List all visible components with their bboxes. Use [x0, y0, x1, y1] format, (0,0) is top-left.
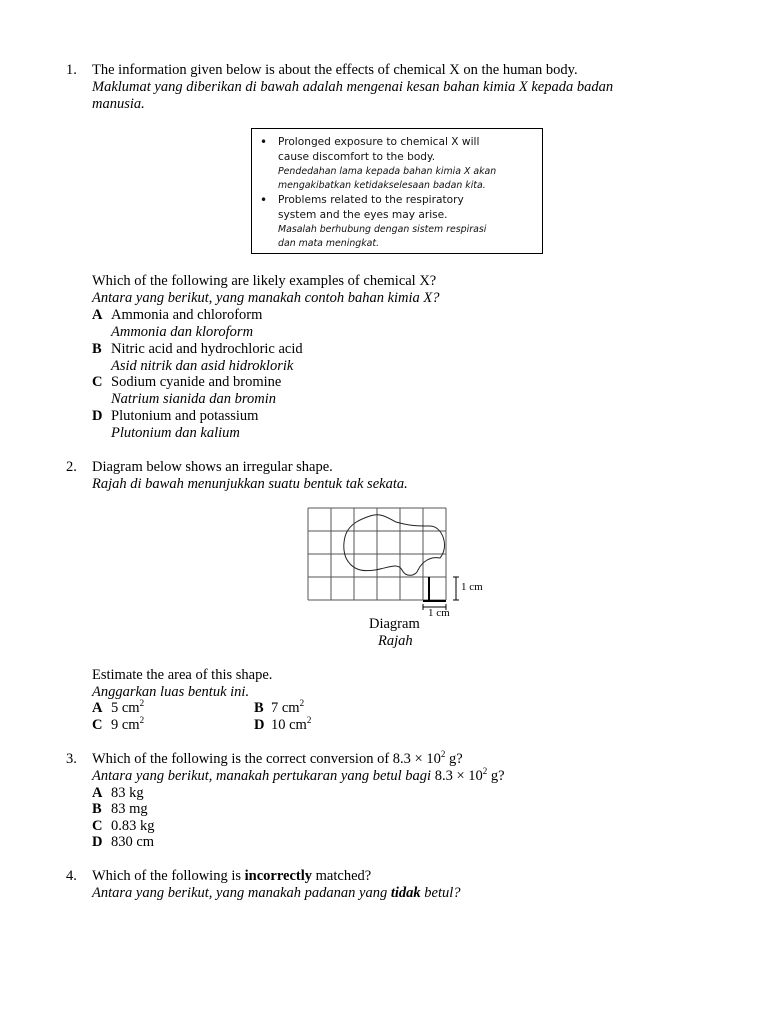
- bullet-icon: •: [260, 135, 268, 149]
- q3-option-a[interactable]: A 83 kg: [92, 785, 144, 801]
- diagram-caption-en: Diagram: [369, 616, 420, 632]
- q1-option-d[interactable]: D Plutonium and potassium: [92, 408, 259, 424]
- q4-stem-ms: Antara yang berikut, yang manakah padanan yang tidak betul?: [92, 885, 461, 901]
- q1-option-b[interactable]: B Nitric acid and hydrochloric acid: [92, 341, 303, 357]
- q2-stem-ms: Rajah di bawah menunjukkan suatu bentuk tak sekata.: [92, 476, 408, 492]
- q1-option-c[interactable]: C Sodium cyanide and bromine: [92, 374, 282, 390]
- q3-number: 3.: [66, 751, 77, 767]
- q1-stem-ms-2: manusia.: [92, 96, 145, 112]
- q1-stem-en: The information given below is about the effects of chemical X on the human body.: [92, 62, 578, 78]
- q3-option-d[interactable]: D 830 cm: [92, 834, 155, 850]
- box-b1-ms-1: Pendedahan lama kepada bahan kimia X akan: [278, 166, 497, 177]
- q3-option-b[interactable]: B 83 mg: [92, 801, 148, 817]
- q2-question-en: Estimate the area of this shape.: [92, 667, 273, 683]
- q1-question-en: Which of the following are likely examples of chemical X?: [92, 273, 437, 289]
- q2-option-a[interactable]: A 5 $cm^2$: [92, 698, 145, 716]
- scale-label-h: 1 cm: [428, 607, 450, 619]
- scale-label-v: 1 cm: [461, 581, 483, 593]
- irregular-shape: [344, 515, 445, 576]
- box-b2-en-1: Problems related to the respiratory: [278, 194, 464, 206]
- q2-question-ms: Anggarkan luas bentuk ini.: [92, 684, 250, 700]
- q3-option-c[interactable]: C 0.83 kg: [92, 818, 155, 834]
- q1-number: 1.: [66, 62, 77, 78]
- q2-option-d[interactable]: D 10 $cm^2$: [254, 715, 312, 733]
- q4-stem-en: Which of the following is incorrectly matched?: [92, 868, 372, 884]
- q3-stem-en: Which of the following is the correct conversion of $8.3 \times 10^2$ g?: [92, 749, 463, 767]
- q1-stem-ms: Maklumat yang diberikan di bawah adalah mengenai kesan bahan kimia X kepada badan: [92, 79, 614, 95]
- scale-arrow-v: [453, 577, 459, 600]
- box-b2-en-2: system and the eyes may arise.: [278, 209, 448, 221]
- box-b2-ms-1: Masalah berhubung dengan sistem respirasi: [278, 224, 487, 235]
- bullet-icon: •: [260, 193, 268, 207]
- diagram-caption-ms: Rajah: [378, 633, 413, 649]
- box-b1-en-1: Prolonged exposure to chemical X will: [278, 136, 480, 148]
- q1-question-ms: Antara yang berikut, yang manakah contoh bahan kimia X?: [92, 290, 440, 306]
- q2-stem-en: Diagram below shows an irregular shape.: [92, 459, 333, 475]
- q1-option-d-ms: Plutonium dan kalium: [111, 425, 240, 441]
- box-b2-ms-2: dan mata meningkat.: [278, 238, 380, 249]
- q2-option-c[interactable]: C 9 $cm^2$: [92, 715, 145, 733]
- box-b1-ms-2: mengakibatkan ketidakselesaan badan kita.: [278, 180, 486, 191]
- q4-number: 4.: [66, 868, 77, 884]
- q3-stem-ms: Antara yang berikut, manakah pertukaran yang betul bagi $8.3 \times 10^2$ g?: [92, 766, 505, 784]
- q1-option-b-ms: Asid nitrik dan asid hidroklorik: [111, 358, 294, 374]
- q2-option-b[interactable]: B 7 $cm^2$: [254, 698, 305, 716]
- grid-lines: [308, 508, 446, 600]
- q1-option-a-ms: Ammonia dan kloroform: [111, 324, 254, 340]
- grid-diagram: [300, 500, 500, 620]
- q1-option-c-ms: Natrium sianida dan bromin: [111, 391, 277, 407]
- q1-option-a[interactable]: A Ammonia and chloroform: [92, 307, 263, 323]
- box-b1-en-2: cause discomfort to the body.: [278, 151, 436, 163]
- q2-number: 2.: [66, 459, 77, 475]
- info-box: [251, 128, 543, 254]
